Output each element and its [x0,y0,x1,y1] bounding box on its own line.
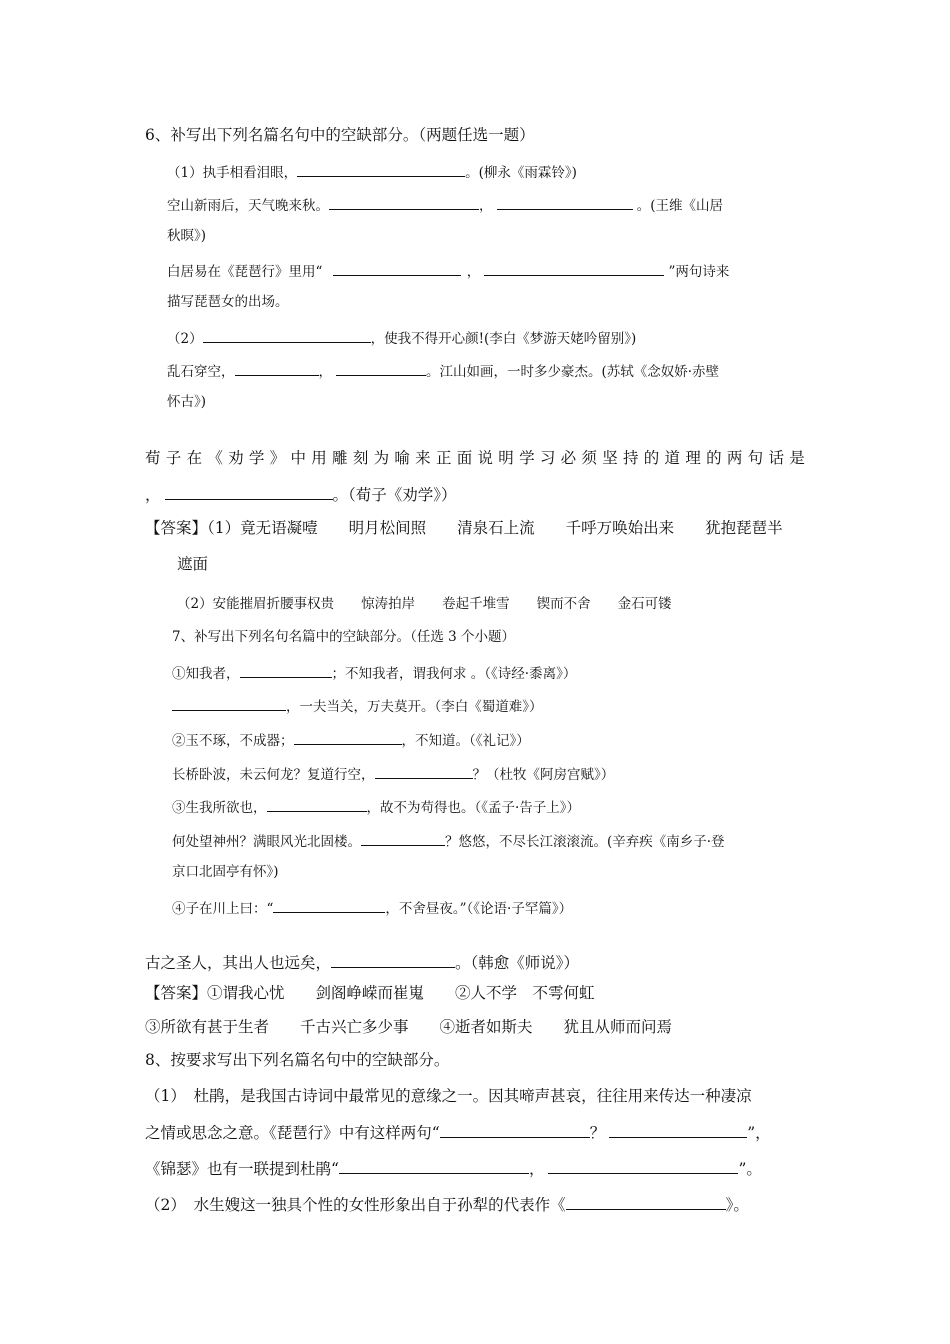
answer-text: （1）竟无语凝噎 明月松间照 清泉石上流 千呼万唤始出来 犹抱琵琶半 [207,519,783,537]
q7-text: ，故不为苟得也。（《孟子·告子上》） [366,800,581,816]
q7-text: 京口北固亭有怀》) [172,864,279,880]
q6-line-1 [167,164,577,181]
xunzi-char: 的 [706,449,722,467]
q7-text: ，一夫当关，万夫莫开。（李白《蜀道难》） [286,699,543,715]
xunzi-char: 雕 [332,449,348,467]
q6-text: 空山新雨后，天气晚来秋。 [167,198,329,214]
q8-text: ”。 [738,1160,762,1178]
q8-text: 《锦瑟》也有一联提到杜鹃“ [145,1160,339,1178]
answer-label: 【答案】 [145,519,208,537]
xunzi-char: 必 [560,449,577,467]
xunzi-char: 理 [685,449,701,467]
q6-text: 。江山如画，一时多少豪杰。(苏轼《念奴娇·赤壁 [426,364,720,380]
xunzi-char: 为 [373,449,390,467]
blank [566,1197,726,1210]
xunzi-char: 说 [477,449,494,467]
q8-line-4 [145,1197,749,1214]
blank [331,955,455,968]
xunzi-char: 学 [248,449,265,467]
xunzi-char: 在 [186,449,203,467]
q6-line-2 [167,197,723,214]
answer-text: （2）安能摧眉折腰事权贵 惊涛拍岸 卷起千堆雪 锲而不舍 金石可镂 [177,596,672,612]
blank [361,833,445,846]
xunzi-char: 须 [581,449,597,467]
question-7-title: 7、补写出下列名句名篇中的空缺部分。（任选 3 个小题） [172,629,516,645]
xunzi-char: 两 [726,449,743,467]
xunzi-question-line [145,451,805,467]
q8-text: ， [528,1160,545,1178]
q7-text: ，不知道。（《礼记》） [401,733,530,749]
q7-text: 长桥卧波，未云何龙？复道行空， [172,767,375,783]
q7-text: ④子在川上曰：“ [172,901,274,917]
q6-text: 白居易在《琵琶行》里用“ [167,264,327,280]
han-text: 。（韩愈《师说》） [455,954,580,972]
q7-line-6 [172,833,725,850]
q7-line-4 [172,766,614,783]
xunzi-char: 学 [519,449,535,467]
q7-text: 何处望神州？满眼风光北固楼。 [172,834,361,850]
xunzi-char: 来 [415,449,431,467]
q7-line-1 [172,665,576,682]
q6-text: （1）执手相看泪眼， [167,165,298,181]
question-8-title: 8、按要求写出下列名篇名句中的空缺部分。 [145,1051,450,1069]
q7-text: ，不舍昼夜。”（《论语·子罕篇》） [385,901,573,917]
q6-text: 。(王维《山居 [632,198,724,214]
xunzi-text: 。（荀子《劝学》） [332,486,457,504]
blank [297,164,465,177]
blank [484,263,664,276]
answer-text: ③所欲有甚于生者 千古兴亡多少事 ④逝者如斯夫 犹且从师而问焉 [145,1018,673,1036]
blank [333,263,461,276]
q6-text: 。(柳永《雨霖铃》) [465,165,577,181]
q7-text: ②玉不琢，不成器； [172,733,294,749]
xunzi-char: 的 [643,449,660,467]
q8-text: （1） 杜鹃，是我国古诗词中最常见的意缘之一。因其啼声甚哀，往往用来传达一种凄凉 [145,1087,752,1105]
q6-text: （2） [167,331,203,347]
q7-text: ？悠悠，不尽长江滚滚流。(辛弃疾《南乡子·登 [445,834,725,850]
q7-text: ①知我者， [172,666,240,682]
q6-answer-line-1 [145,521,783,537]
xunzi-char: 持 [622,449,639,467]
xunzi-char: 话 [768,449,784,467]
q6-text: ， [466,264,481,280]
q6-text: 乱石穿空， [167,364,235,380]
q6-text: 秋暝》) [167,228,207,244]
q8-line-3 [145,1161,762,1178]
q8-text: （2） 水生嫂这一独具个性的女性形象出自于孙犁的代表作《 [145,1196,566,1214]
q8-line-2 [145,1125,771,1142]
q6-line-5 [167,363,719,380]
xunzi-char: 子 [165,449,182,467]
han-yu-line [145,955,579,972]
blank [165,487,333,500]
xunzi-line-2 [145,487,457,504]
han-text: 古之圣人，其出人也远矣， [145,954,332,972]
xunzi-char: 中 [290,449,306,467]
q6-text: ， [479,198,493,214]
xunzi-char: 《 [207,449,223,467]
blank [203,330,371,343]
blank [329,197,479,210]
blank [273,900,385,913]
xunzi-text: ， [145,486,161,504]
xunzi-char: 正 [435,449,452,467]
xunzi-char: 刻 [352,449,369,467]
blank [235,363,319,376]
blank [548,1161,738,1174]
xunzi-char: 荀 [145,449,161,467]
xunzi-char: 句 [747,449,764,467]
q6-line-3 [167,263,729,280]
xunzi-char: 是 [789,449,805,467]
q7-line-2 [172,698,543,715]
blank [267,799,367,812]
blank [497,197,633,210]
blank [339,1161,529,1174]
blank [609,1125,747,1138]
blank [172,698,286,711]
q7-line-7 [172,900,572,917]
xunzi-char: 习 [539,449,556,467]
xunzi-char: 喻 [394,449,410,467]
q7-text: ；不知我者，谓我何求 。（《诗经·黍离》） [331,666,577,682]
q6-line-4 [167,330,636,347]
blank [294,732,402,745]
blank [336,363,426,376]
q6-text: 描写琵琶女的出场。 [167,294,289,310]
xunzi-char: 明 [498,449,514,467]
xunzi-char: 劝 [228,449,244,467]
answer-text: ①谓我心忧 剑阁峥嵘而崔嵬 ②人不学 不雩何虹 [207,984,595,1002]
answer-label: 【答案】 [145,984,208,1002]
q7-line-3 [172,732,530,749]
xunzi-char: 用 [311,449,327,467]
xunzi-char: 坚 [602,449,618,467]
q8-text: ”， [747,1124,771,1142]
blank [440,1125,590,1138]
xunzi-char: 面 [456,449,473,467]
question-6-title: 6、补写出下列名篇名句中的空缺部分。（两题任选一题） [145,126,535,144]
q8-text: ？ [589,1124,606,1142]
q6-text: ”两句诗来 [664,264,730,280]
q8-text: 之情或思念之意。《琵琶行》中有这样两句“ [145,1124,440,1142]
q6-text: 怀古》) [167,394,207,410]
blank [240,665,332,678]
q6-text: ， [318,364,332,380]
q7-answer-line-1 [145,986,595,1002]
q7-text: ？（杜牧《阿房宫赋》） [472,767,615,783]
blank [375,766,473,779]
xunzi-char: 》 [269,449,286,467]
q7-text: ③生我所欲也， [172,800,267,816]
answer-text: 遮面 [177,555,209,573]
q7-line-5 [172,799,580,816]
xunzi-char: 道 [664,449,681,467]
q6-text: ，使我不得开心颜!(李白《梦游天姥吟留别》) [370,331,637,347]
q8-text: 》。 [725,1196,749,1214]
